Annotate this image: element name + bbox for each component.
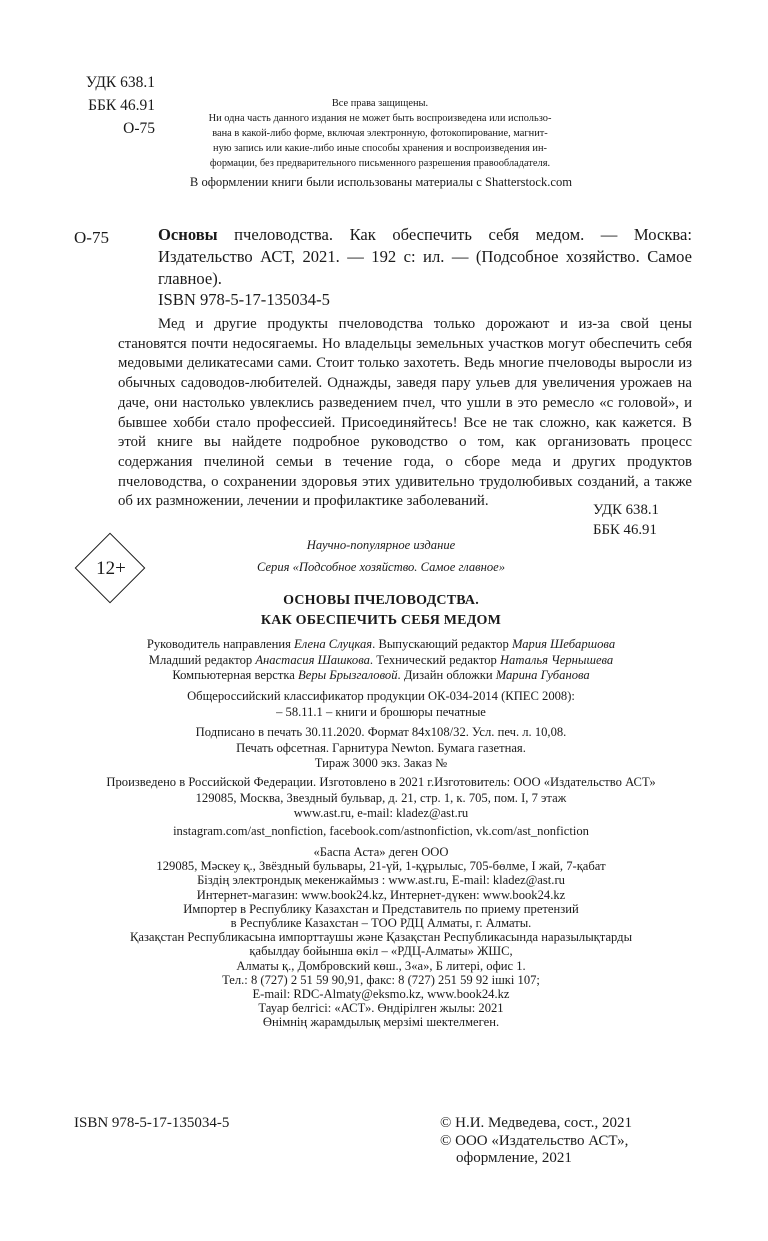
credit-role: Руководитель направления (146, 637, 295, 651)
rights-line: вана в какой-либо форме, включая электронную, фотокопирование, магнит- (212, 128, 548, 139)
credit-person: Наталья Чернышева (499, 652, 614, 667)
citation-isbn: ISBN 978-5-17-135034-5 (158, 290, 330, 309)
edition-title (100, 591, 662, 631)
classifier-line: Общероссийский классификатор продукции ОК-034-2014 (КПЕС 2008): (187, 689, 575, 703)
credits-row (60, 653, 702, 669)
kazakh-line: в Республике Казахстан – ТОО РДЦ Алматы, г. Алматы. (230, 916, 532, 931)
copyright-line: © Н.И. Медведева, сост., 2021 (440, 1115, 632, 1131)
materials-note: В оформлении книги были использованы материалы с Shatterstock.com (189, 175, 573, 189)
producer-line: www.ast.ru, e-mail: kladez@ast.ru (293, 806, 469, 820)
copyright-line: © ООО «Издательство АСТ», (440, 1132, 629, 1149)
header-codes (60, 74, 155, 143)
citation-title-bold: Основы (158, 225, 218, 244)
credit-role: . Дизайн обложки (397, 668, 496, 682)
rights-line: ную запись или какие-либо иные способы хранения и воспроизведения ин- (213, 143, 547, 154)
citation-code: О-75 (74, 228, 109, 247)
kazakh-line: Қазақстан Республикасына импорттаушы және Қазақстан Республикасында наразылықтарды (129, 930, 633, 945)
abstract-codes (593, 501, 659, 540)
print-info-line: Печать офсетная. Гарнитура Newton. Бумага газетная. (236, 740, 526, 755)
credit-person: Веры Брызгаловой (298, 668, 398, 682)
credit-person: Мария Шебаршова (511, 637, 616, 651)
credits (60, 637, 702, 684)
kazakh-line: 129085, Мәскеу қ., Звёздный бульвары, 21-үй, 1-құрылыс, 705-бөлме, I жай, 7-қабат (156, 859, 606, 874)
classifier-line: – 58.11.1 – книги и брошюры печатные (276, 704, 486, 719)
kazakh-block (40, 845, 722, 1030)
age-rating-label: 12+ (96, 558, 126, 579)
footer-isbn: ISBN 978-5-17-135034-5 (74, 1115, 230, 1131)
print-info (60, 725, 702, 772)
producer-info (40, 775, 722, 822)
header-udk: УДК 638.1 (85, 74, 155, 91)
credit-role: . Технический редактор (369, 652, 500, 667)
producer-line: Произведено в Российской Федерации. Изготовлено в 2021 г.Изготовитель: ООО «Издательство АСТ» (106, 775, 656, 789)
kazakh-line: қабылдау бойынша өкіл – «РДЦ-Алматы» ЖШС, (249, 944, 513, 959)
citation-title-rest: пчеловодства. Как обеспечить себя медом. — Москва: Издательство АСТ, 2021. — 192 с: ил. — (Подсобное хозяйство. Самое главное). (158, 225, 692, 288)
print-info-line: Подписано в печать 30.11.2020. Формат 84х108/32. Усл. печ. л. 10,08. (195, 725, 567, 739)
header-bbk: ББК 46.91 (88, 97, 155, 114)
print-info-line: Тираж 3000 экз. Заказ № (314, 756, 448, 770)
kazakh-line: Алматы қ., Домбровский көш., 3«а», Б литері, офис 1. (236, 958, 526, 973)
edition-series: Серия «Подсобное хозяйство. Самое главное» (256, 560, 506, 574)
producer-line: 129085, Москва, Звездный бульвар, д. 21, стр. 1, к. 705, пом. I, 7 этаж (195, 790, 567, 805)
kazakh-line: Интернет-магазин: www.book24.kz, Интернет-дүкен: www.book24.kz (196, 887, 566, 902)
classifier (60, 689, 702, 720)
kazakh-line: Тауар белгісі: «АСТ». Өндірілген жылы: 2021 (258, 1001, 504, 1016)
abstract-udk: УДК 638.1 (593, 502, 659, 518)
footer-copyright (440, 1115, 632, 1168)
rights-notice (160, 96, 600, 171)
kazakh-line: Тел.: 8 (727) 2 51 59 90,91, факс: 8 (727) 251 59 92 ішкі 107; (222, 972, 540, 987)
social-links: instagram.com/ast_nonfiction, facebook.com/astnonfiction, vk.com/ast_nonfiction (173, 824, 589, 838)
rights-title: Все права защищены. (331, 98, 429, 109)
credit-role: . Выпускающий редактор (372, 637, 512, 651)
edition-type: Научно-популярное издание (306, 538, 456, 552)
citation-entry (158, 224, 692, 290)
credit-person: Марина Губанова (495, 668, 590, 682)
kazakh-line: Өнімнің жарамдылық мерзімі шектелмеген. (262, 1015, 500, 1030)
edition-title-line2: КАК ОБЕСПЕЧИТЬ СЕБЯ МЕДОМ (260, 613, 502, 628)
rights-line: Ни одна часть данного издания не может быть воспроизведена или использо- (208, 113, 552, 124)
credit-role: Младший редактор (148, 652, 256, 667)
kazakh-line: E-mail: RDC-Almaty@eksmo.kz, www.book24.kz (252, 987, 510, 1002)
abstract-bbk: ББК 46.91 (593, 521, 657, 538)
credit-person: Елена Слуцкая (294, 637, 373, 651)
credits-row (60, 668, 702, 684)
copyright-line: оформление, 2021 (456, 1150, 572, 1166)
kazakh-line: «Баспа Аста» деген ООО (313, 845, 449, 859)
credit-person: Анастасия Шашкова (255, 652, 370, 667)
edition-title-line1: ОСНОВЫ ПЧЕЛОВОДСТВА. (283, 593, 479, 608)
header-code: О-75 (123, 120, 155, 137)
kazakh-line: Біздің электрондық мекенжаймыз : www.ast.ru, E-mail: kladez@ast.ru (197, 873, 565, 888)
rights-line: формации, без предварительного письменного разрешения правообладателя. (209, 158, 551, 169)
credit-role: Компьютерная верстка (172, 668, 299, 682)
credits-row (60, 637, 702, 653)
kazakh-line: Импортер в Республику Казахстан и Представитель по приему претензий (183, 901, 579, 916)
abstract-text: Мед и другие продукты пчеловодства только дорожают и из-за свой цены становятся почти недосягаемы. Но владельцы земельных участков могут обеспечить себя медовыми деликатесами сами. Стоит только захотеть. Ведь многие пчеловоды выросли из обычных садоводов-любителей. Однажды, заведя пару ульев для увеличения урожаев на даче, они настолько увлеклись разведением пчел, что ушли в это ремесло «с головой», и бывшее хобби стало профессией. Присоединяйтесь! Все не так сложно, как кажется. В этой книге вы найдете подробное руководство о том, как организовать процесс содержания пчелиной семьи в течение года, о сборе меда и других продуктов пчеловодства, о сохранении здоровья этих удивительно трудолюбивых созданий, а также об их размножении, лечении и профилактике заболеваний. (118, 316, 692, 510)
